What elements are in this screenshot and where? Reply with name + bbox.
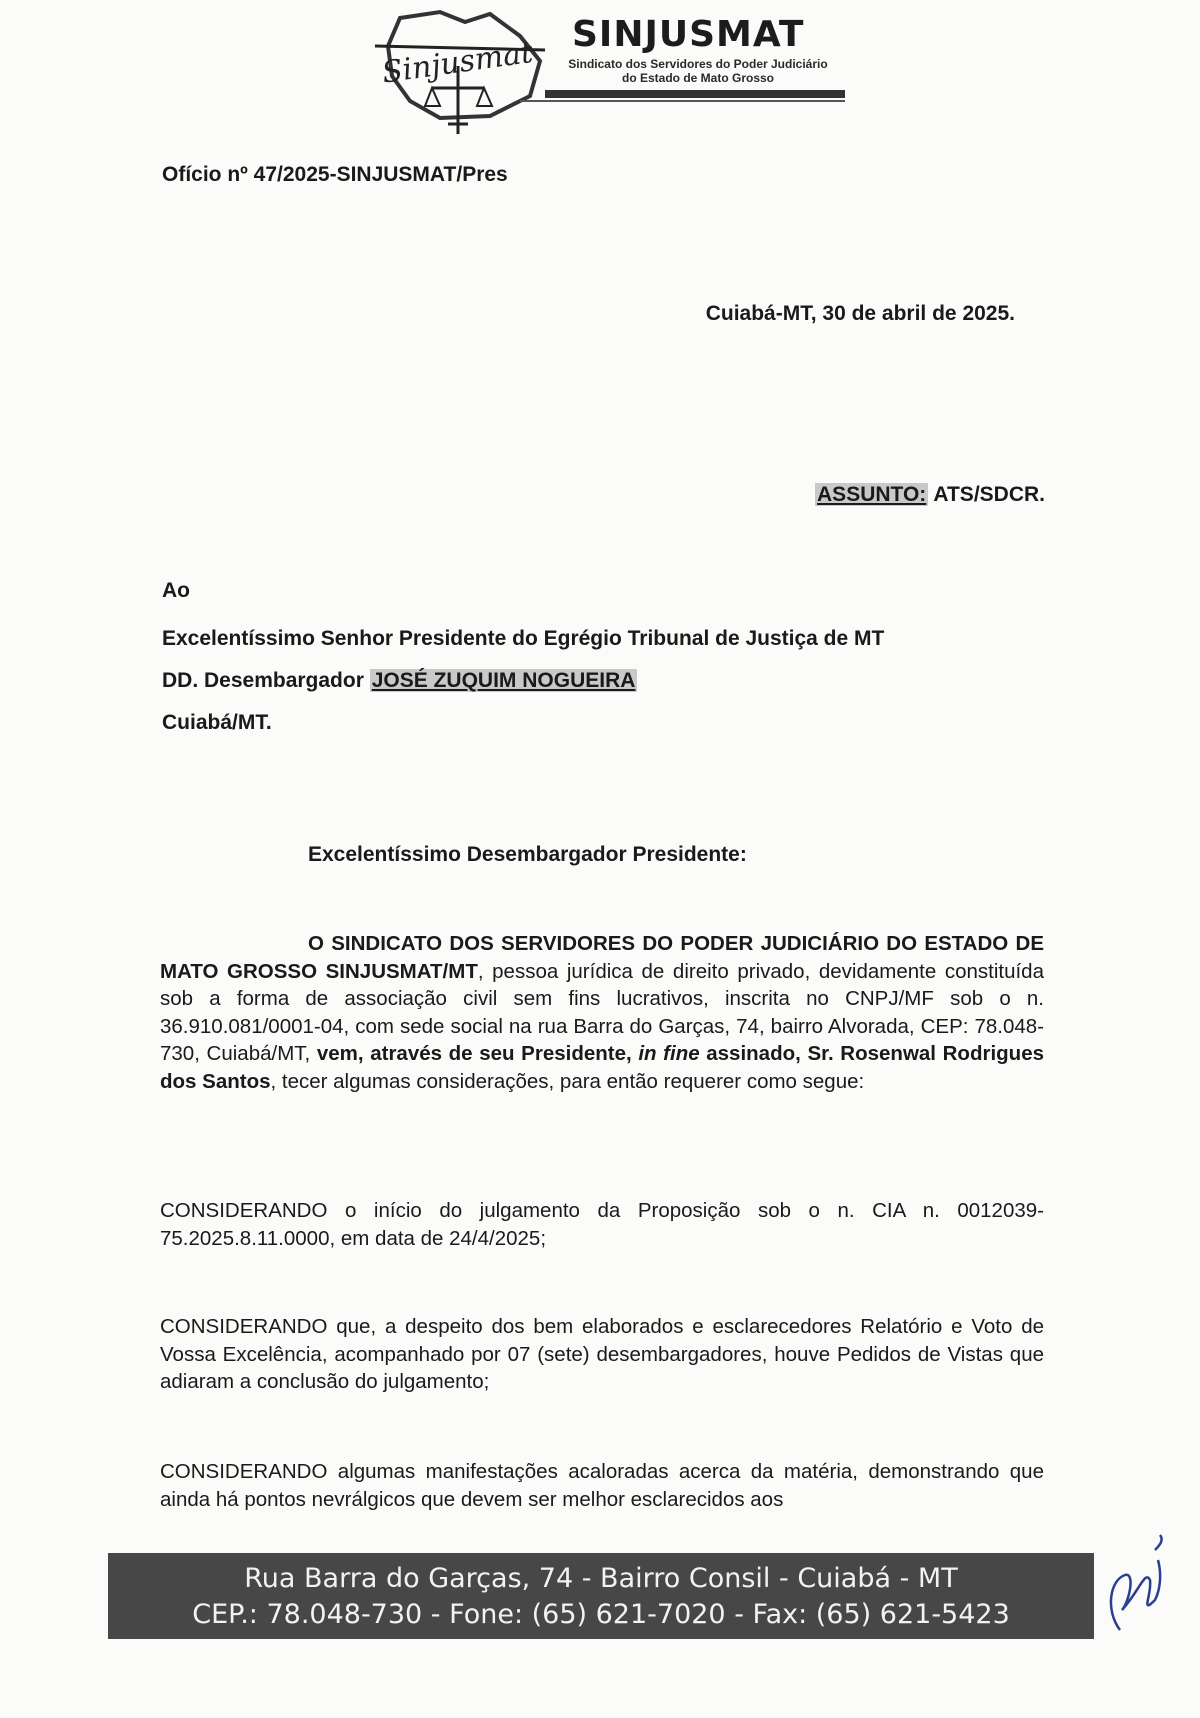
intro-text-2: , tecer algumas considerações, para então requerer como segue: [270, 1069, 865, 1093]
considering-paragraph-2: CONSIDERANDO que, a despeito dos bem elaborados e esclarecedores Relatório e Voto de Vossa Excelência, acompanhado por 07 (sete) desembargadores, houve Pedidos de Vistas que adiaram a conclusão do julgamento; [160, 1315, 1044, 1393]
footer-address-bar [108, 1553, 1094, 1639]
subject-label: ASSUNTO: [817, 483, 927, 506]
footer-address-line: Rua Barra do Garças, 74 - Bairro Consil - Cuiabá - MT [244, 1563, 958, 1594]
intro-bold-3: assinado, Sr. Rosenwal Rodrigues dos Santos [160, 1042, 1044, 1093]
addressee-to: Ao [162, 579, 190, 602]
document-date: Cuiabá-MT, 30 de abril de 2025. [705, 302, 1015, 325]
addressee-title: Excelentíssimo Senhor Presidente do Egrégio Tribunal de Justiça de MT [162, 627, 885, 650]
footer-contact-line: CEP.: 78.048-730 - Fone: (65) 621-7020 - Fax: (65) 621-5423 [192, 1599, 1010, 1630]
org-name: SINJUSMAT [572, 14, 805, 55]
document-number: Ofício nº 47/2025-SINJUSMAT/Pres [162, 163, 508, 186]
handwritten-signature [1100, 1520, 1180, 1650]
org-subtitle-line1: Sindicato dos Servidores do Poder Judiciário [568, 57, 828, 71]
considering-paragraph-1: CONSIDERANDO o início do julgamento da Proposição sob o n. CIA n. 0012039-75.2025.8.11.0000, em data de 24/4/2025; [160, 1199, 1044, 1250]
body-paragraph-intro [160, 930, 1044, 1095]
sinjusmat-logo [370, 6, 550, 136]
intro-italic: in fine [638, 1042, 700, 1065]
considering-paragraph-3: CONSIDERANDO algumas manifestações acaloradas acerca da matéria, demonstrando que ainda há pontos nevrálgicos que devem ser melhor esclarecidos aos [160, 1460, 1044, 1511]
addressee-name-line [162, 660, 884, 702]
header-bar [545, 90, 845, 98]
salutation: Excelentíssimo Desembargador Presidente: [308, 843, 747, 866]
addressee-block [162, 570, 884, 744]
subject-value: ATS/SDCR. [933, 483, 1045, 506]
intro-text-1: , pessoa jurídica de direito privado, devidamente constituída sob a forma de associação civil sem fins lucrativos, inscrita no CNPJ/MF sob o n. 36.910.081/0001-04, com sede social na rua Barra do Garças, 74, bairro Alvorada, CEP: 78.048-730, Cuiabá/MT, [160, 959, 1044, 1065]
addressee-prefix: DD. Desembargador [162, 669, 364, 692]
org-subtitle [548, 57, 848, 85]
org-subtitle-line2: do Estado de Mato Grosso [621, 71, 774, 85]
addressee-name: JOSÉ ZUQUIM NOGUEIRA [371, 669, 636, 692]
header-rule [520, 100, 845, 102]
intro-bold-2: vem, através de seu Presidente, [316, 1042, 639, 1065]
addressee-city: Cuiabá/MT. [162, 711, 272, 734]
subject-line [815, 483, 1045, 507]
union-name: O SINDICATO DOS SERVIDORES DO PODER JUDICIÁRIO DO ESTADO DE MATO GROSSO SINJUSMAT/MT [160, 932, 1044, 983]
logo-script-text: Sinjusmat [379, 34, 536, 91]
